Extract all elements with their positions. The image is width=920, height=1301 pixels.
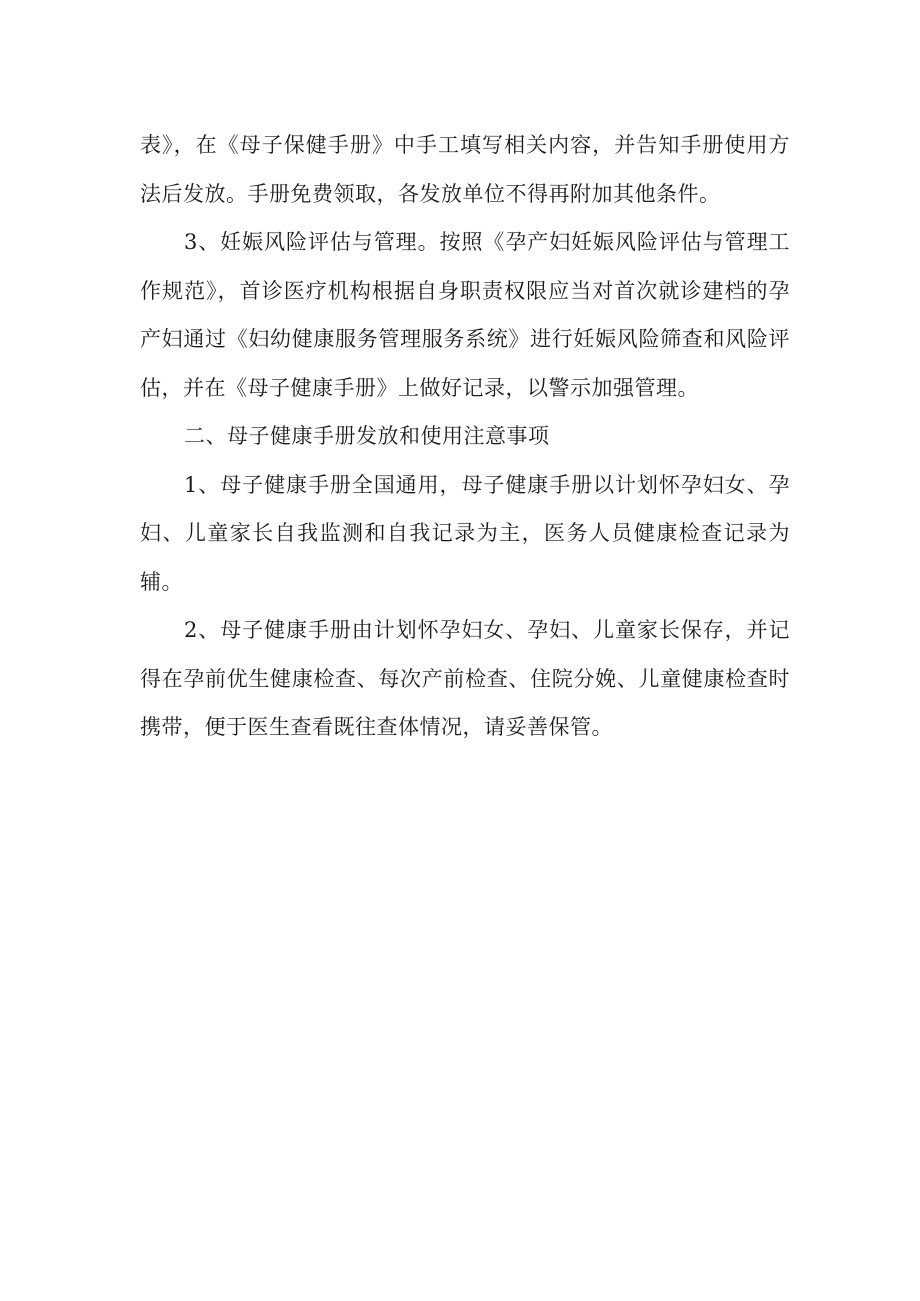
paragraph-handbook-national-use: 1、母子健康手册全国通用，母子健康手册以计划怀孕妇女、孕妇、儿童家长自我监测和自我记录为主，医务人员健康检查记录为辅。 [140,472,790,594]
paragraph-pregnancy-risk-assessment: 3、妊娠风险评估与管理。按照《孕产妇妊娠风险评估与管理工作规范》，首诊医疗机构根据自身职责权限应当对首次就诊建档的孕产妇通过《妇幼健康服务管理服务系统》进行妊娠风险筛查和风险评估，并在《母子健康手册》上做好记录，以警示加强管理。 [140,230,790,400]
section-heading-handbook-notes: 二、母子健康手册发放和使用注意事项 [184,424,550,448]
paragraph-handbook-storage: 2、母子健康手册由计划怀孕妇女、孕妇、儿童家长保存，并记得在孕前优生健康检查、每次产前检查、住院分娩、儿童健康检查时携带，便于医生查看既往查体情况，请妥善保管。 [140,618,790,739]
document-body [140,121,790,752]
paragraph-handbook-distribution: 表》，在《母子保健手册》中手工填写相关内容，并告知手册使用方法后发放。手册免费领取，各发放单位不得再附加其他条件。 [140,133,790,206]
